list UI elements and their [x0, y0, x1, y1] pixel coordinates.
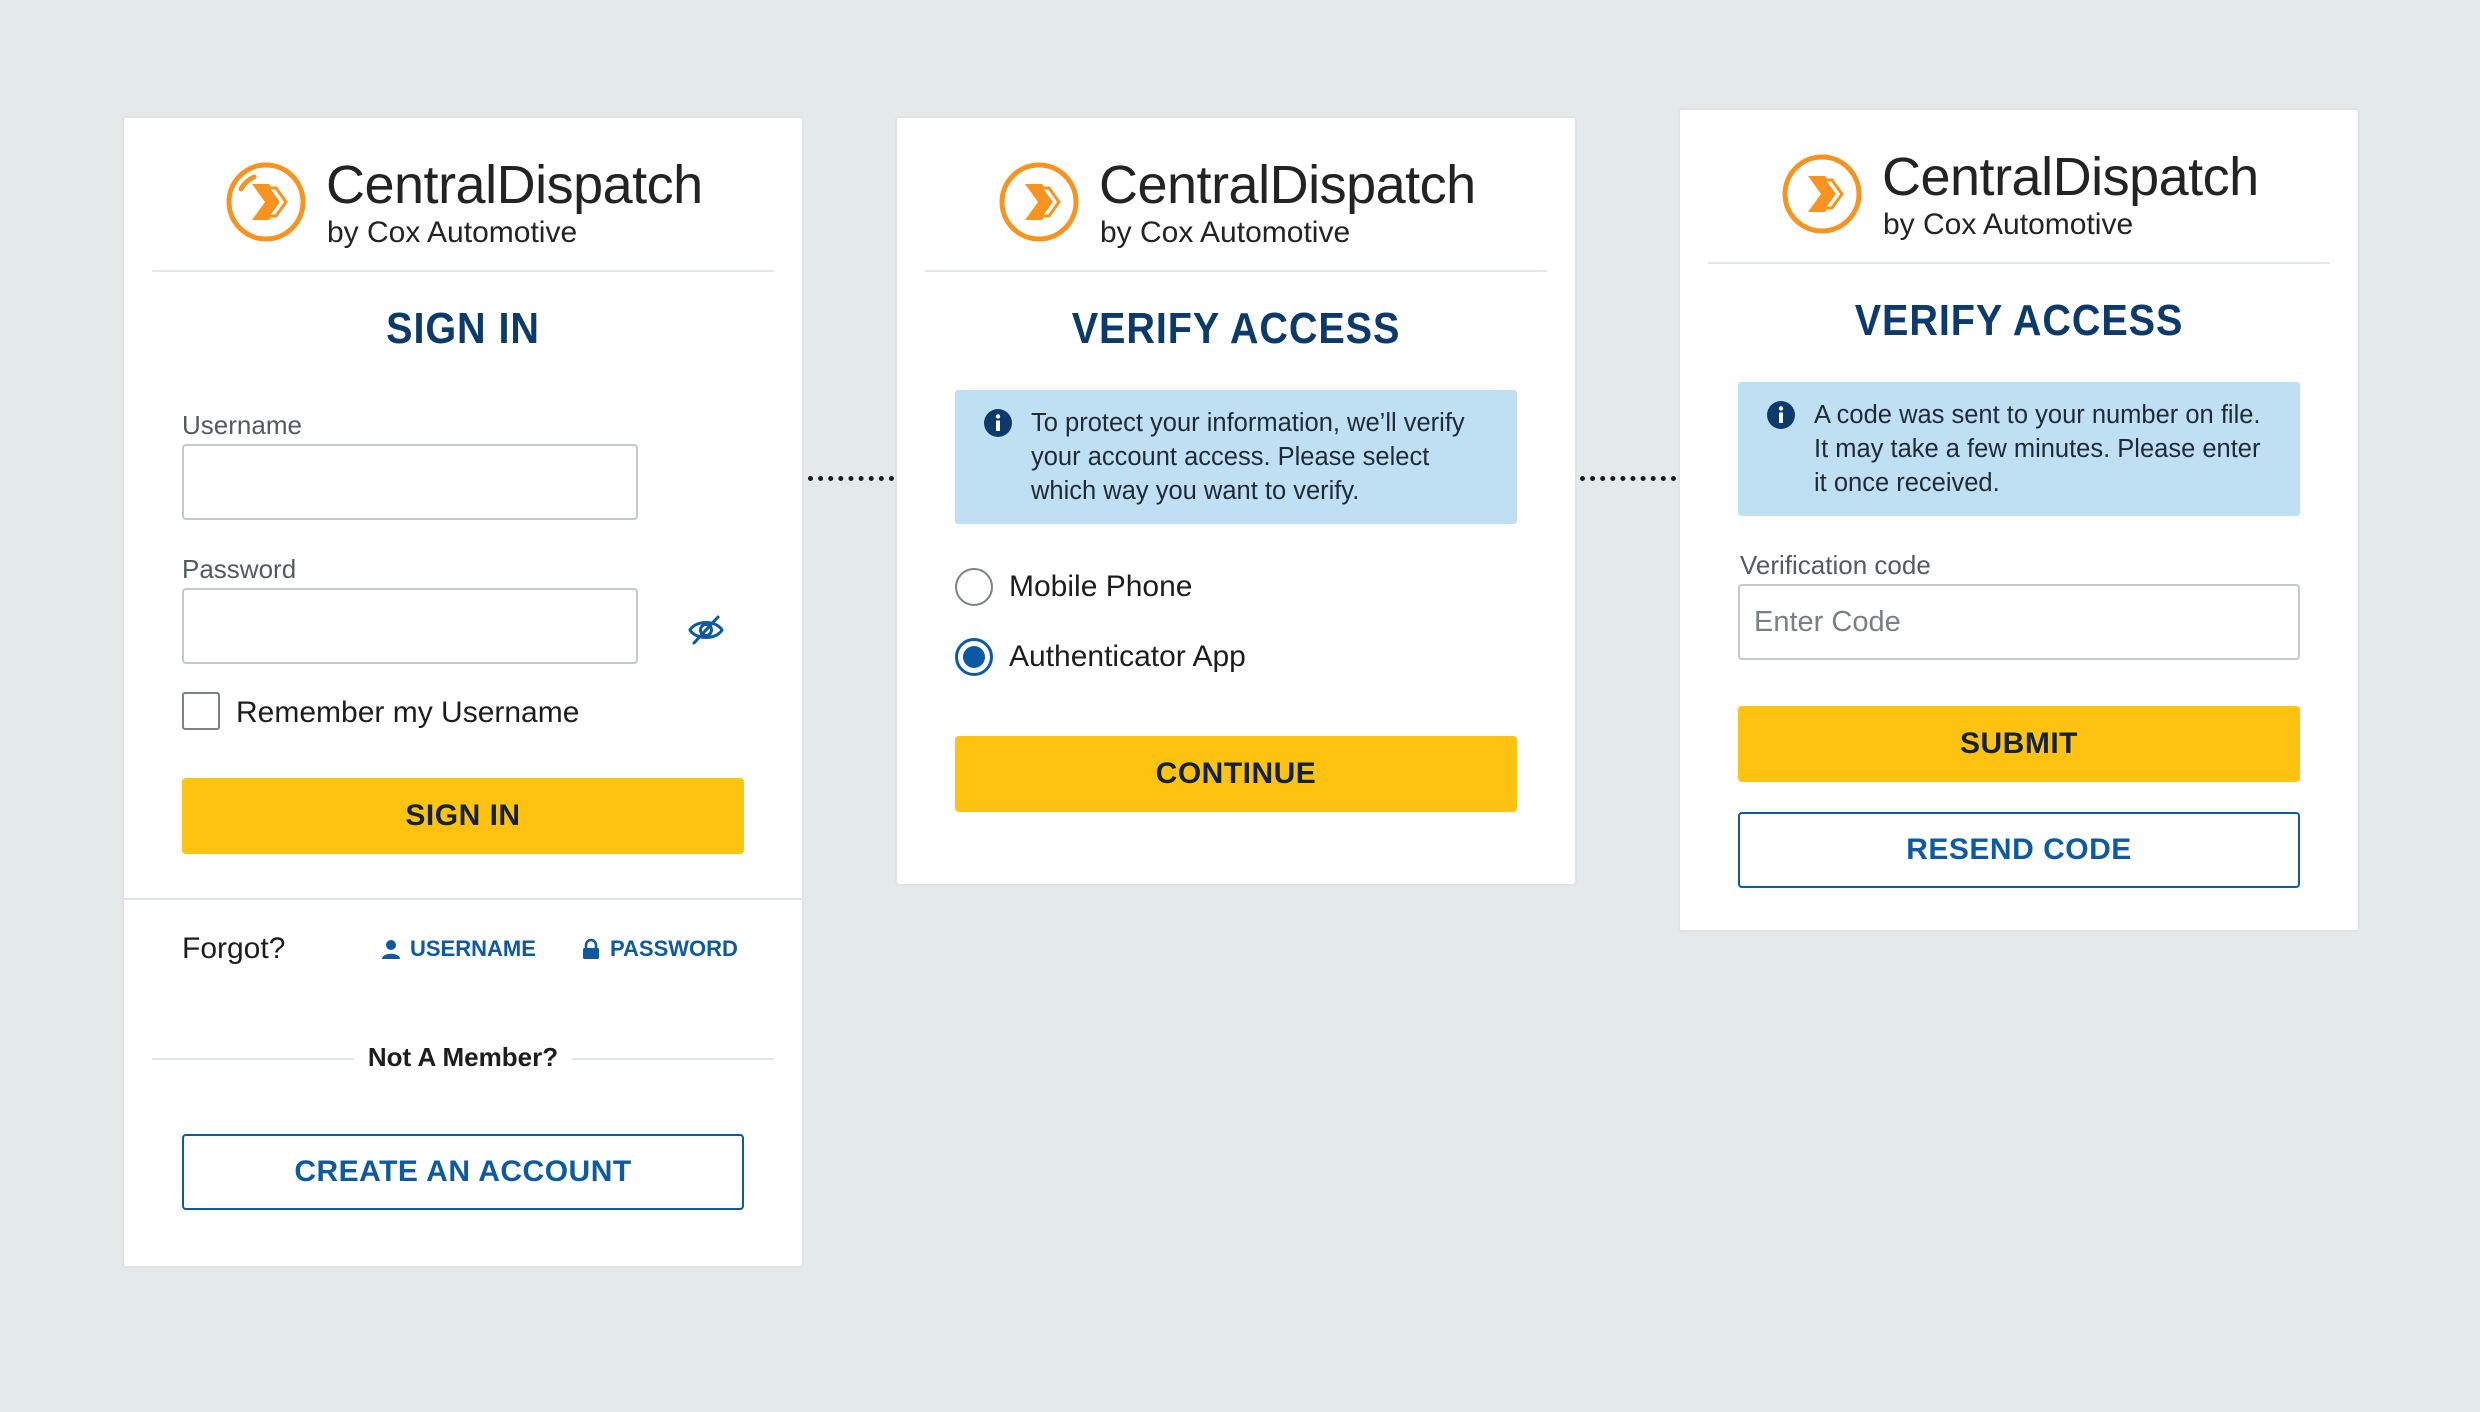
brand-name: CentralDispatch — [1099, 155, 1476, 215]
info-message: A code was sent to your number on file. It may take a few minutes. Please enter it once received. — [1814, 401, 2261, 497]
authenticator-app-radio[interactable] — [955, 638, 993, 676]
brand-tagline: by Cox Automotive — [1100, 216, 1351, 249]
lock-icon — [580, 938, 602, 960]
create-account-button[interactable]: CREATE AN ACCOUNT — [182, 1134, 744, 1210]
not-member-row — [152, 1040, 774, 1076]
verification-code-label: Verification code — [1740, 550, 1931, 580]
username-label: Username — [182, 410, 302, 440]
continue-button[interactable]: CONTINUE — [955, 736, 1517, 812]
flow-connector — [1580, 476, 1676, 481]
info-icon — [983, 408, 1013, 438]
forgot-password-link[interactable] — [580, 936, 738, 962]
brand-tagline: by Cox Automotive — [1883, 208, 2134, 241]
flow-connector — [808, 476, 894, 481]
header-divider — [152, 270, 774, 272]
info-banner — [955, 390, 1517, 524]
central-dispatch-logo-icon — [224, 160, 308, 244]
authenticator-app-label: Authenticator App — [1009, 640, 1246, 673]
brand-logo — [897, 154, 1575, 274]
info-message: To protect your information, we’ll verify your account access. Please select which way you want to verify. — [1031, 409, 1465, 505]
section-divider — [124, 898, 802, 900]
password-label: Password — [182, 554, 297, 584]
brand-tagline: by Cox Automotive — [327, 216, 578, 249]
remember-username-checkbox[interactable] — [182, 692, 220, 730]
central-dispatch-logo-icon — [997, 160, 1081, 244]
header-divider — [925, 270, 1547, 272]
password-input[interactable] — [182, 588, 638, 664]
not-member-label: Not A Member? — [354, 1042, 572, 1072]
info-banner — [1738, 382, 2300, 516]
forgot-username-link[interactable] — [380, 936, 536, 962]
remember-username-label: Remember my Username — [236, 696, 580, 729]
page-title: SIGN IN — [386, 304, 540, 353]
mobile-phone-radio[interactable] — [955, 568, 993, 606]
verify-code-card — [1678, 108, 2360, 932]
central-dispatch-logo-icon — [1780, 152, 1864, 236]
brand-logo — [1680, 146, 2358, 266]
mobile-phone-label: Mobile Phone — [1009, 570, 1193, 603]
brand-name: CentralDispatch — [1882, 147, 2259, 207]
info-icon — [1766, 400, 1796, 430]
sign-in-button[interactable]: SIGN IN — [182, 778, 744, 854]
sign-in-card — [122, 116, 804, 1268]
verification-code-input[interactable] — [1738, 584, 2300, 660]
submit-button[interactable]: SUBMIT — [1738, 706, 2300, 782]
header-divider — [1708, 262, 2330, 264]
forgot-username-label: USERNAME — [410, 936, 536, 961]
page-title: VERIFY ACCESS — [1071, 304, 1401, 353]
forgot-password-label: PASSWORD — [610, 936, 738, 961]
resend-code-button[interactable]: RESEND CODE — [1738, 812, 2300, 888]
forgot-label: Forgot? — [182, 932, 286, 965]
verify-method-card — [895, 116, 1577, 886]
username-input[interactable] — [182, 444, 638, 520]
brand-name: CentralDispatch — [326, 155, 703, 215]
eye-off-icon[interactable] — [686, 610, 726, 650]
user-icon — [380, 938, 402, 960]
brand-logo — [124, 154, 802, 274]
page-title: VERIFY ACCESS — [1854, 296, 2184, 345]
